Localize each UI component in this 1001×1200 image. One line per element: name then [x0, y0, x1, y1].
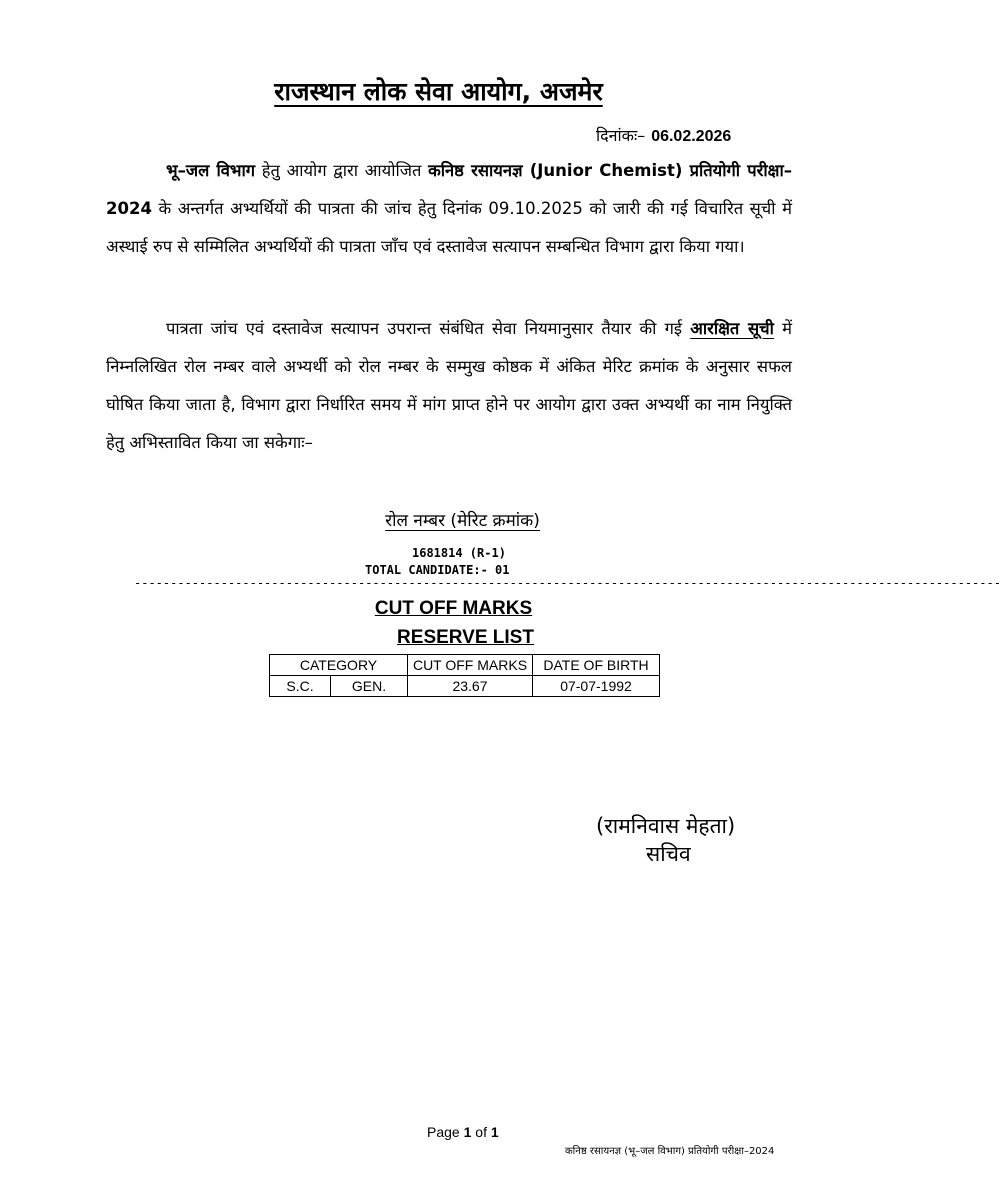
page-of: of: [471, 1124, 491, 1140]
page-title: [0, 74, 877, 108]
roll-number-heading-text: रोल नम्बर (मेरिट क्रमांक): [385, 511, 540, 531]
page-prefix: Page: [427, 1124, 464, 1140]
exam-name: कनिष्ठ रसायनज्ञ (Junior Chemist) प्रतियोगी परीक्षा–2024: [106, 161, 792, 218]
cell-cutoff-marks: 23.67: [408, 676, 533, 697]
date-label: दिनांकः–: [596, 126, 646, 145]
reserve-list-title: [0, 627, 877, 649]
roll-entry: 1681814 (R-1): [412, 546, 506, 560]
paragraph-1: [106, 152, 792, 266]
cell-category: S.C.: [270, 676, 331, 697]
cutoff-title: [0, 598, 877, 620]
reserve-list-term: आरक्षित सूची: [690, 319, 774, 338]
paragraph-2-text-a: पात्रता जांच एवं दस्तावेज सत्यापन उपरान्त संबंधित सेवा नियमानुसार तैयार की गई: [166, 319, 691, 338]
header-date-of-birth: DATE OF BIRTH: [533, 655, 660, 676]
paragraph-2: [106, 310, 792, 462]
header-category: CATEGORY: [270, 655, 408, 676]
date-value: 06.02.2026: [651, 128, 732, 145]
paragraph-2-text-b: में निम्नलिखित रोल नम्बर वाले अभ्यर्थी को रोल नम्बर के सम्मुख कोष्ठक में अंकित मेरिट क्रमांक के अनुसार सफल घोषित किया जाता है, विभाग द्वारा निर्धारित समय में मांग प्राप्त होने पर आयोग द्वारा उक्त अभ्यर्थी का नाम नियुक्ति हेतु अभिस्तावित किया जा सकेगाः–: [106, 319, 792, 452]
table-header-row: [270, 655, 660, 676]
page-number: [427, 1124, 499, 1140]
date-line: [596, 124, 731, 146]
cell-sub-category: GEN.: [331, 676, 408, 697]
cutoff-title-text: CUT OFF MARKS: [374, 598, 533, 619]
cutoff-table: [269, 654, 660, 697]
commission-name: राजस्थान लोक सेवा आयोग, अजमेर: [274, 77, 603, 106]
reserve-list-title-text: RESERVE LIST: [397, 627, 534, 648]
table-row: [270, 676, 660, 697]
page-total: 1: [490, 1124, 499, 1140]
total-candidate: TOTAL CANDIDATE:- 01: [365, 563, 510, 577]
paragraph-1-text-a: हेतु आयोग द्वारा आयोजित: [255, 161, 429, 180]
header-cutoff-marks: CUT OFF MARKS: [408, 655, 533, 676]
separator-line: ------------------------------------------------------------------------------------------------------------------------: [134, 576, 1001, 590]
signatory-designation: सचिव: [646, 842, 691, 866]
roll-number-heading: [0, 508, 877, 531]
footer-note: कनिष्ठ रसायनज्ञ (भू–जल विभाग) प्रतियोगी परीक्षा–2024: [565, 1146, 775, 1157]
page-current: 1: [463, 1124, 472, 1140]
signatory-name: (रामनिवास मेहता): [596, 814, 736, 838]
cell-date-of-birth: 07-07-1992: [533, 676, 660, 697]
department-name: भू–जल विभाग: [166, 161, 256, 180]
paragraph-1-text-b: के अन्तर्गत अभ्यर्थियों की पात्रता की जांच हेतु दिनांक 09.10.2025 को जारी की गई विचारित सूची में अस्थाई रुप से सम्मिलित अभ्यर्थियों की पात्रता जाँच एवं दस्तावेज सत्यापन सम्बन्धित विभाग द्वारा किया गया।: [106, 199, 792, 256]
